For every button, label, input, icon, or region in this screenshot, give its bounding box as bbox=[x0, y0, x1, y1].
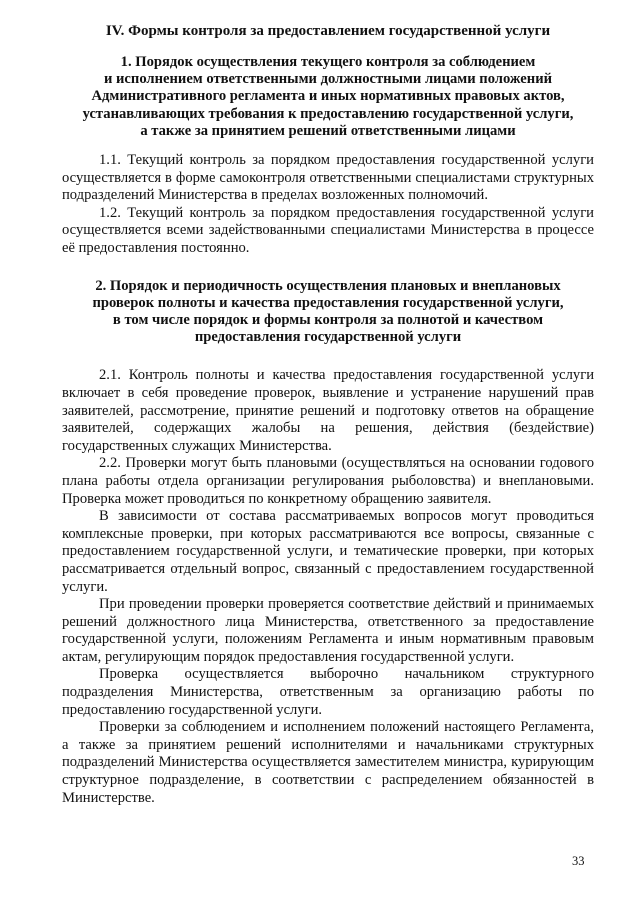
heading-line: проверок полноты и качества предоставления государственной услуги, bbox=[92, 294, 564, 311]
heading-line: и исполнением ответственными должностными лицами положений bbox=[103, 71, 553, 88]
heading-line: в том числе порядок и формы контроля за полнотой и качеством bbox=[112, 311, 544, 328]
paragraph: 2.2. Проверки могут быть плановыми (осуществляться на основании годового плана работы отдела организации регулирования рыболовства) и внеплановыми. Проверка может проводиться по конкретному обращению заявителя. bbox=[62, 455, 594, 507]
paragraph: 2.1. Контроль полноты и качества предоставления государственной услуги включает в себя проведение проверок, выявление и устранение нарушений прав заявителей, рассмотрение, принятие решений и подготовку ответов на обращение заявителей, содержащих жалобы на решения, действия (бездействие) государственных служащих Министерства. bbox=[62, 367, 594, 454]
paragraph: При проведении проверки проверяется соответствие действий и принимаемых решений должностного лица Министерства, ответственного за предоставление государственной услуги, положениям Регламента и иным нормативным правовым актам, регулирующим порядок предоставления государственной услуги. bbox=[62, 596, 594, 665]
heading-line: 2. Порядок и периодичность осуществления плановых и внеплановых bbox=[95, 277, 561, 294]
subsection-1-heading bbox=[62, 54, 594, 140]
heading-line: 1. Порядок осуществления текущего контроля за соблюдением bbox=[120, 54, 536, 70]
section-title: IV. Формы контроля за предоставлением государственной услуги bbox=[105, 23, 551, 39]
document-page bbox=[62, 22, 594, 807]
heading-line: а также за принятием решений ответственными лицами bbox=[140, 122, 516, 139]
subsection-2-heading bbox=[62, 278, 594, 347]
subsection-1-body bbox=[62, 152, 594, 258]
paragraph: В зависимости от состава рассматриваемых вопросов могут проводиться комплексные проверки, при которых рассматриваются все вопросы, связанные с предоставлением государственной услуги, и тематические проверки, при которых рассматривается отдельный вопрос, связанный с предоставлением государственной услуги. bbox=[62, 508, 594, 595]
paragraph: Проверки за соблюдением и исполнением положений настоящего Регламента, а также за принятием решений исполнителями и начальниками структурных подразделений Министерства осуществляется заместителем министра, курирующим структурное подразделение, в соответствии с распределением обязанностей в Министерстве. bbox=[62, 719, 594, 806]
paragraph: 1.2. Текущий контроль за порядком предоставления государственной услуги осуществляется всеми задействованными специалистами Министерства в процессе её предоставления постоянно. bbox=[62, 204, 594, 256]
heading-line: устанавливающих требования к предоставлению государственной услуги, bbox=[82, 105, 574, 122]
heading-line: Административного регламента и иных нормативных правовых актов, bbox=[91, 88, 565, 105]
heading-line: предоставления государственной услуги bbox=[194, 329, 462, 346]
paragraph: Проверка осуществляется выборочно начальником структурного подразделения Министерства, ответственным за организацию работы по предоставлению государственной услуги. bbox=[62, 666, 594, 718]
paragraph: 1.1. Текущий контроль за порядком предоставления государственной услуги осуществляется в форме самоконтроля ответственными специалистами структурных подразделений Министерства в пределах возложенных полномочий. bbox=[62, 152, 594, 204]
page-number: 33 bbox=[572, 854, 585, 868]
subsection-2-body bbox=[62, 367, 594, 807]
